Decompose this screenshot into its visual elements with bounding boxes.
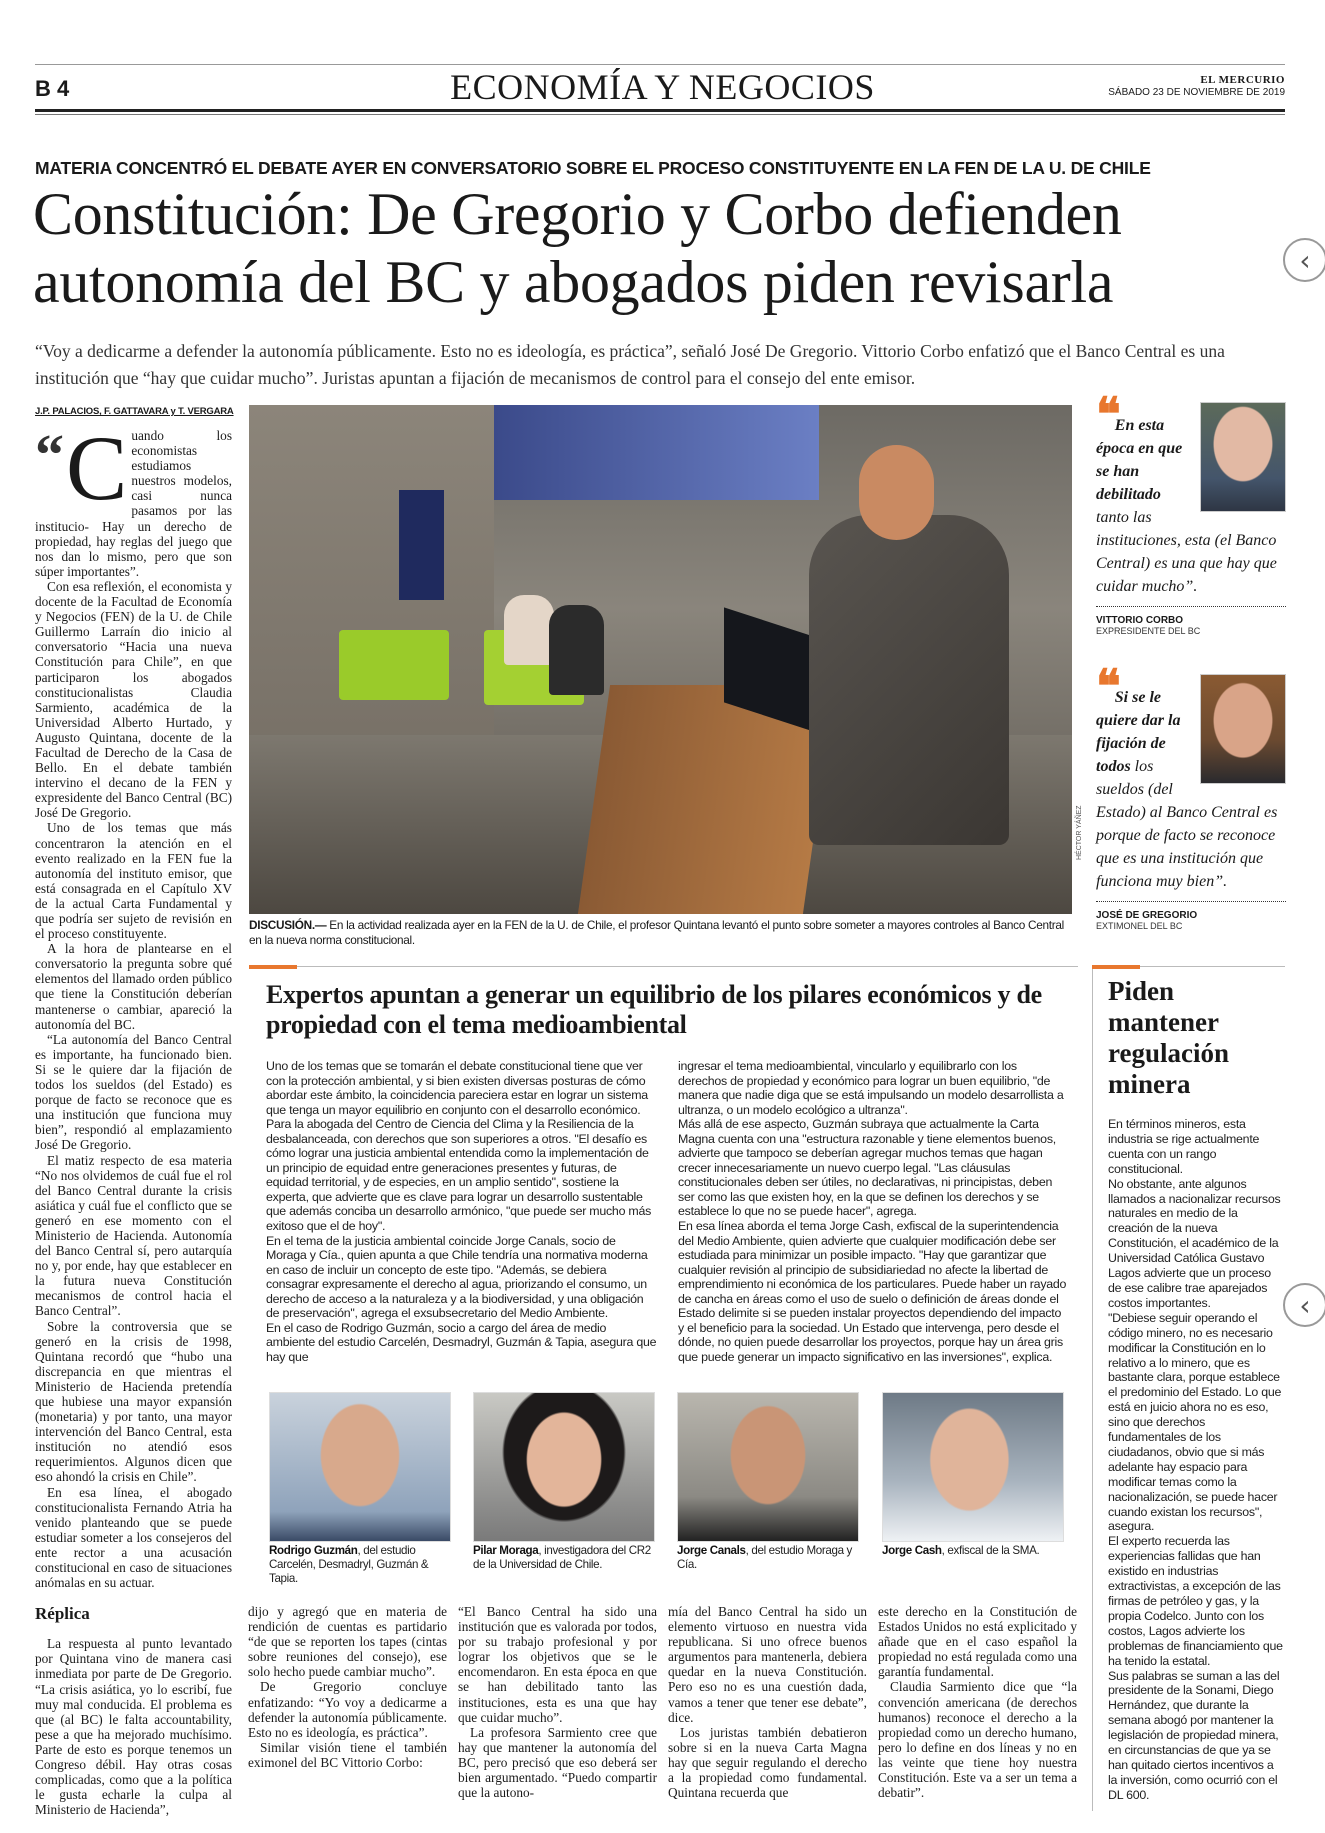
projection-screen — [494, 405, 819, 500]
paragraph: El experto recuerda las experiencias fallidas que han existido en industrias extractivistas, a excepción de las firmas de petróleo y gas, y la propia Codelco. Junto con los costos, Lagos advierte los problemas de financiamiento que ha tenido la estatal. — [1108, 1534, 1283, 1668]
paragraph: El matiz respecto de esa materia “No nos olvidemos de cuál fue el rol del Banco Central durante la crisis asiática y cuál fue el conflicto que se generó en ese momento con el Ministerio de Hacienda. Autonomía del Banco Central sí, pero autarquía no y, por ende, hay que establecer en la futura nueva Constitución mecanismos de control hacia el Banco Central”. — [35, 1152, 232, 1319]
quote-author: JOSÉ DE GREGORIO — [1096, 910, 1198, 921]
article-deck: “Voy a dedicarme a defender la autonomía públicamente. Esto no es ideología, es práctica”, señaló José De Gregorio. Vittorio Corbo enfatizó que el Banco Central es una institución que “hay que cuidar mucho”. Juristas apuntan a fijación de mecanismos de control para el consejo del ente emisor. — [35, 341, 1225, 388]
bottom-column-4: este derecho en la Constitución de Estados Unidos no está explicitado y añade que en el caso español la propiedad no está regulada como una garantía fundamental. Claudia Sarmiento dice que “la convención americana (de derechos humanos) reconoce el derecho a la propiedad como un derecho humano, pero lo define en dos líneas y no en las veinte que tiene hoy nuestra Constitución. Este va a ser un tema a debatir”. — [878, 1604, 1077, 1801]
paragraph: Para la abogada del Centro de Ciencia del Clima y la Resiliencia de la desbalanceada, con derechos que son superiores a otros. "El desafío es cómo lograr una justicia ambiental entendida como la implementación de un principio de equidad entre generaciones presentes y futuras, de equidad territorial, y de especies, en un amplio sentido", sostiene la experta, que advierte que es clave para lograr un desarrollo sustentable que además conciba un desarrollo armónico, "que puede ser mucho más exitoso que el de hoy". — [266, 1117, 652, 1234]
panelist — [504, 595, 554, 665]
paragraph: ingresar el tema medioambiental, vincularlo y equilibrarlo con los derechos de propiedad y económico para lograr un buen equilibrio, "de manera que nadie diga que se está impulsando un modelo desarrollista a ultranza, o un modelo ecológico a ultranza". — [678, 1059, 1064, 1117]
quote-author: VITTORIO CORBO — [1096, 615, 1184, 626]
quotes-sidebar — [1096, 389, 1286, 931]
subhead: Réplica — [35, 1604, 90, 1624]
speaker-head — [859, 445, 934, 540]
quote-corbo: ❝En esta época en que se han debilitado tanto las instituciones, esta (el Banco Central) es una que hay que cuidar mucho”. VITTORIO CORBO EXPRESIDENTE DEL BC — [1096, 400, 1286, 636]
newspaper-name: EL MERCURIO — [1200, 74, 1285, 86]
bottom-column-1: dijo y agregó que en materia de rendición de cuentas es partidario “de que se reporten los tapes (cintas sobre reuniones del consejo), ese solo hecho puede cambiar mucho”. De Gregorio concluye enfatizando: “Yo voy a dedicarme a defender la autonomía públicamente. Esto no es ideología, es práctica”. Similar visión tiene el también eximonel del BC Vittorio Corbo: — [248, 1604, 447, 1770]
paragraph: Con esa reflexión, el economista y docente de la Facultad de Economía y Negocios (FEN) de la U. de Chile Guillermo Larraín dio inicio al conversatorio “Hacia una nueva Constitución para Chile”, en que participaron los abogados constitucionalistas Claudia Sarmiento, académica de la Universidad Alberto Hurtado, y Augusto Quintana, docente de la Facultad de Derecho de la Casa de Bello. En el debate también intervino el decano de la FEN y expresidente del Banco Central (BC) José De Gregorio. — [35, 578, 232, 821]
drop-quote: “ — [35, 422, 64, 487]
bottom-column-3: mía del Banco Central ha sido un elemento virtuoso en nuestra vida republicana. Si uno ofrece buenos argumentos para mantenerla, debiera quedar en la nueva Constitución. Pero eso no es una cuestión dada, vamos a tener que tener ese debate”, dice. Los juristas también debatieron sobre si en la nueva Carta Magna hay que seguir regulando el derecho a la propiedad como fundamental. Quintana recuerda que — [668, 1604, 867, 1801]
paragraph: En esa línea, el abogado constitucionalista Fernando Atria ha venido planteando que se puede estudiar someter a los consejeros del ente rector a una acusación constitucional en caso de situaciones anómalas en su actuar. — [35, 1484, 232, 1591]
paragraph: "Debiese seguir operando el código minero, no es necesario modificar la Constitución en lo relativo a lo minero, que es bastante clara, porque establece el predominio del Estado. Lo que está en juicio ahora no es eso, sino que derechos fundamentales de los ciudadanos, obvio que si más adelante hay espacio para modificar temas como la nacionalización, se puede hacer cuando existan los recursos", asegura. — [1108, 1310, 1282, 1534]
expert-caption: Jorge Canals, del estudio Moraga y Cía. — [677, 1544, 852, 1571]
section-rule — [249, 966, 1078, 967]
green-chair — [339, 630, 449, 700]
top-rule — [35, 64, 1285, 65]
expert-caption: Jorge Cash, exfiscal de la SMA. — [882, 1544, 1040, 1557]
divider — [1096, 901, 1286, 902]
expert-caption: Rodrigo Guzmán, del estudio Carcelén, Desmadryl, Guzmán & Tapia. — [269, 1544, 429, 1585]
paragraph: “La autonomía del Banco Central es importante, ha funcionado bien. Si se le quiere dar la fijación de todos los sueldos (del Estado) es porque de facto se reconoce que es una institución que funciona muy bien”, respondió al emplazamiento José De Gregorio. — [35, 1031, 232, 1153]
quote-de-gregorio: ❝Si se le quiere dar la fijación de todos los sueldos (del Estado) al Banco Central es porque de facto se reconoce que es una institución que funciona muy bien”. JOSÉ DE GREGORIO EXTIMONEL DEL BC — [1096, 672, 1286, 931]
speaker — [809, 515, 1009, 845]
headline-line: autonomía del BC y abogados piden revisarla — [33, 249, 1114, 315]
portrait-de-gregorio — [1200, 674, 1286, 784]
accent-bar — [1092, 965, 1140, 969]
panelist — [549, 605, 604, 695]
paragraph: En el caso de Rodrigo Guzmán, socio a cargo del área de medio ambiente del estudio Carcelén, Desmadryl, Guzmán & Tapia, asegura que hay que — [266, 1320, 657, 1364]
left-column — [35, 417, 232, 1818]
mining-headline: Piden mantener regulación minera — [1108, 976, 1229, 1099]
paragraph: Uno de los temas que más concentraron la atención en el evento realizado en la FEN fue la autonomía del instituto emisor, que está consagrada en el Capítulo XV de la actual Carta Fundamental y que podría ser sujeto de revisión en el proceso constituyente. — [35, 820, 232, 942]
photo-credit: HÉCTOR YÁÑEZ — [1076, 805, 1083, 860]
quote-mark-icon: ❝ — [1096, 661, 1115, 712]
banner — [399, 490, 444, 600]
event-photo — [249, 405, 1072, 914]
paragraph: Más allá de ese aspecto, Guzmán subraya que actualmente la Carta Magna cuenta con una "estructura razonable y tiene elementos buenos, advierte que tampoco se deberían agregar muchos temas que hagan crecer innecesariamente un nuevo cuerpo legal. "Las cláusulas constitucionales deben ser útiles, no declarativas, ni principistas, deben ser como las que existen hoy, en la que se definen los derechos y se establece lo que no se puede hacer", agrega. — [678, 1117, 1056, 1219]
page-number: B 4 — [35, 76, 70, 101]
drop-cap: C — [66, 417, 128, 519]
paragraph: En el tema de la justicia ambiental coincide Jorge Canals, socio de Moraga y Cía., quien apunta a que Chile tendría una normativa moderna en caso de incluir un concepto de este tipo. "Además, se debiera consagrar expresamente el derecho al agua, priorizando el consumo, un derecho de acceso a la naturaleza y a la biodiversidad, y una obligación de preservación", agrega el exsubsecretario del Medio Ambiente. — [266, 1233, 648, 1321]
headline-line: Constitución: De Gregorio y Corbo defienden — [33, 181, 1122, 247]
section-title: ECONOMÍA Y NEGOCIOS — [450, 67, 875, 107]
photo-caption: DISCUSIÓN.— En la actividad realizada ayer en la FEN de la U. de Chile, el profesor Quintana levantó el punto sobre someter a mayores controles al Banco Central en la nueva norma constitucional. — [249, 918, 1064, 947]
paragraph: Sus palabras se suman a las del presidente de la Sonami, Diego Hernández, que durante la semana abogó por mantener la legislación de propiedad minera, en circunstancias de que ya se han quitado ciertos incentivos a la inversión, como ocurrió con el DL 600. — [1108, 1668, 1280, 1802]
sidebar-vertical-rule — [1092, 966, 1093, 1811]
chevron-left-icon: ‹ — [1299, 1288, 1311, 1322]
masthead-rule-thin — [35, 114, 1285, 115]
environment-column-2 — [678, 1059, 1068, 1364]
environment-column-1 — [266, 1059, 658, 1364]
portrait-moraga — [473, 1392, 655, 1542]
expert-caption: Pilar Moraga, investigadora del CR2 de la Universidad de Chile. — [473, 1544, 651, 1571]
paragraph: En términos mineros, esta industria se rige actualmente cuenta con un rango constitucional. — [1108, 1117, 1260, 1176]
previous-page-button[interactable] — [1283, 1283, 1325, 1327]
portrait-cash — [882, 1392, 1064, 1542]
paragraph: A la hora de plantearse en el conversatorio la pregunta sobre qué elementos del llamado orden público que tiene la Constitución deberían mantenerse o cambiar, apareció la autonomía del BC. — [35, 941, 232, 1032]
previous-page-button[interactable] — [1283, 238, 1325, 282]
article-headline — [33, 180, 1122, 316]
environment-headline: Expertos apuntan a generar un equilibrio de los pilares económicos y de propiedad con el tema medioambiental — [266, 980, 1042, 1039]
mining-body — [1108, 1117, 1283, 1803]
paragraph: En esa línea aborda el tema Jorge Cash, exfiscal de la superintendencia del Medio Ambiente, quien advierte que cualquier modificación debe ser estudiada para minimizar un posible impacto. "Hay que garantizar que cualquier revisión al principio de subsidiariedad no afecte la libertad de emprendimiento ni económica de los particulares. Puede haber un rayado de cancha en áreas como el uso de suelo o definición de áreas donde el Estado delimite si se pueden instalar proyectos dependiendo del impacto y el beneficio para la sociedad. Un Estado que intervenga, pero desde el dónde, no quien puede desarrollar los proyectos, porque hay un área gris que puede generar un impacto significativo en las inversiones", explica. — [678, 1219, 1067, 1364]
accent-bar — [249, 965, 297, 969]
paragraph: Uno de los temas que se tomarán el debate constitucional tiene que ver con la protección ambiental, y si bien existen diversas posturas de cómo abordar este ámbito, la coincidencia pareciera estar en lograr un sistema que tenga un mayor equilibrio en conjunto con el desarrollo económico. — [266, 1059, 648, 1117]
portrait-corbo — [1200, 402, 1286, 512]
bottom-column-2: “El Banco Central ha sido una institución que es valorada por todos, por su trabajo profesional y por lograr los objetivos que se le encomendaron. En esta época en que se han debilitado tanto las instituciones, esta es una que hay que cuidar mucho”. La profesora Sarmiento cree que hay que mantener la autonomía del BC, pero precisó que eso deberá ser bien argumentado. “Puedo compartir que la autono- — [458, 1604, 657, 1801]
portrait-canals — [677, 1392, 859, 1542]
quote-mark-icon: ❝ — [1096, 389, 1115, 440]
chevron-left-icon: ‹ — [1299, 243, 1311, 277]
paragraph: La respuesta al punto levantado por Quintana vino de manera casi inmediata por parte de De Gregorio. “La crisis asiática, yo lo escribí, fue muy mal conducida. El problema es que (al BC) le falta accountability, pese a que ha mejorado muchísimo. Parte de esto es porque tenemos un Congreso débil. Hay otras cosas complicadas, como que a la política le gusta echarle la culpa al Ministerio de Hacienda”, — [35, 1636, 232, 1818]
portrait-guzman — [269, 1392, 451, 1542]
quote-author-role: EXPRESIDENTE DEL BC — [1096, 626, 1201, 636]
lead-paragraph: “ C uando los economistas estudiamos nuestros modelos, casi nunca pasamos por las institucio- Hay un derecho de propiedad, hay reglas del juego que nos dan lo mismo, pero que son súper importantes”. — [35, 417, 232, 579]
publication-date: SÁBADO 23 DE NOVIEMBRE DE 2019 — [1108, 87, 1285, 98]
paragraph: Sobre la controversia que se generó en la crisis de 1998, Quintana recordó que “hubo una discrepancia en que mientras el Ministerio de Hacienda pretendía que hubiese una mayor expansión (monetaria) y por tanto, una mayor intervención del Banco Central, esta institución no atendió esos requerimientos. Algunos dicen que eso ahondó la crisis en Chile”. — [35, 1318, 232, 1485]
article-kicker: MATERIA CONCENTRÓ EL DEBATE AYER EN CONVERSATORIO SOBRE EL PROCESO CONSTITUYENTE EN LA FEN DE LA U. DE CHILE — [35, 158, 1151, 178]
masthead-rule — [35, 109, 1285, 112]
paragraph: No obstante, ante algunos llamados a nacionalizar recursos naturales en medio de la creación de la nueva Constitución, el académico de la Universidad Católica Gustavo Lagos advierte que un proceso de ese calibre trae aparejados costos importantes. — [1108, 1176, 1281, 1310]
quote-author-role: EXTIMONEL DEL BC — [1096, 921, 1183, 931]
byline: J.P. PALACIOS, F. GATTAVARA y T. VERGARA — [35, 406, 234, 417]
divider — [1096, 606, 1286, 607]
